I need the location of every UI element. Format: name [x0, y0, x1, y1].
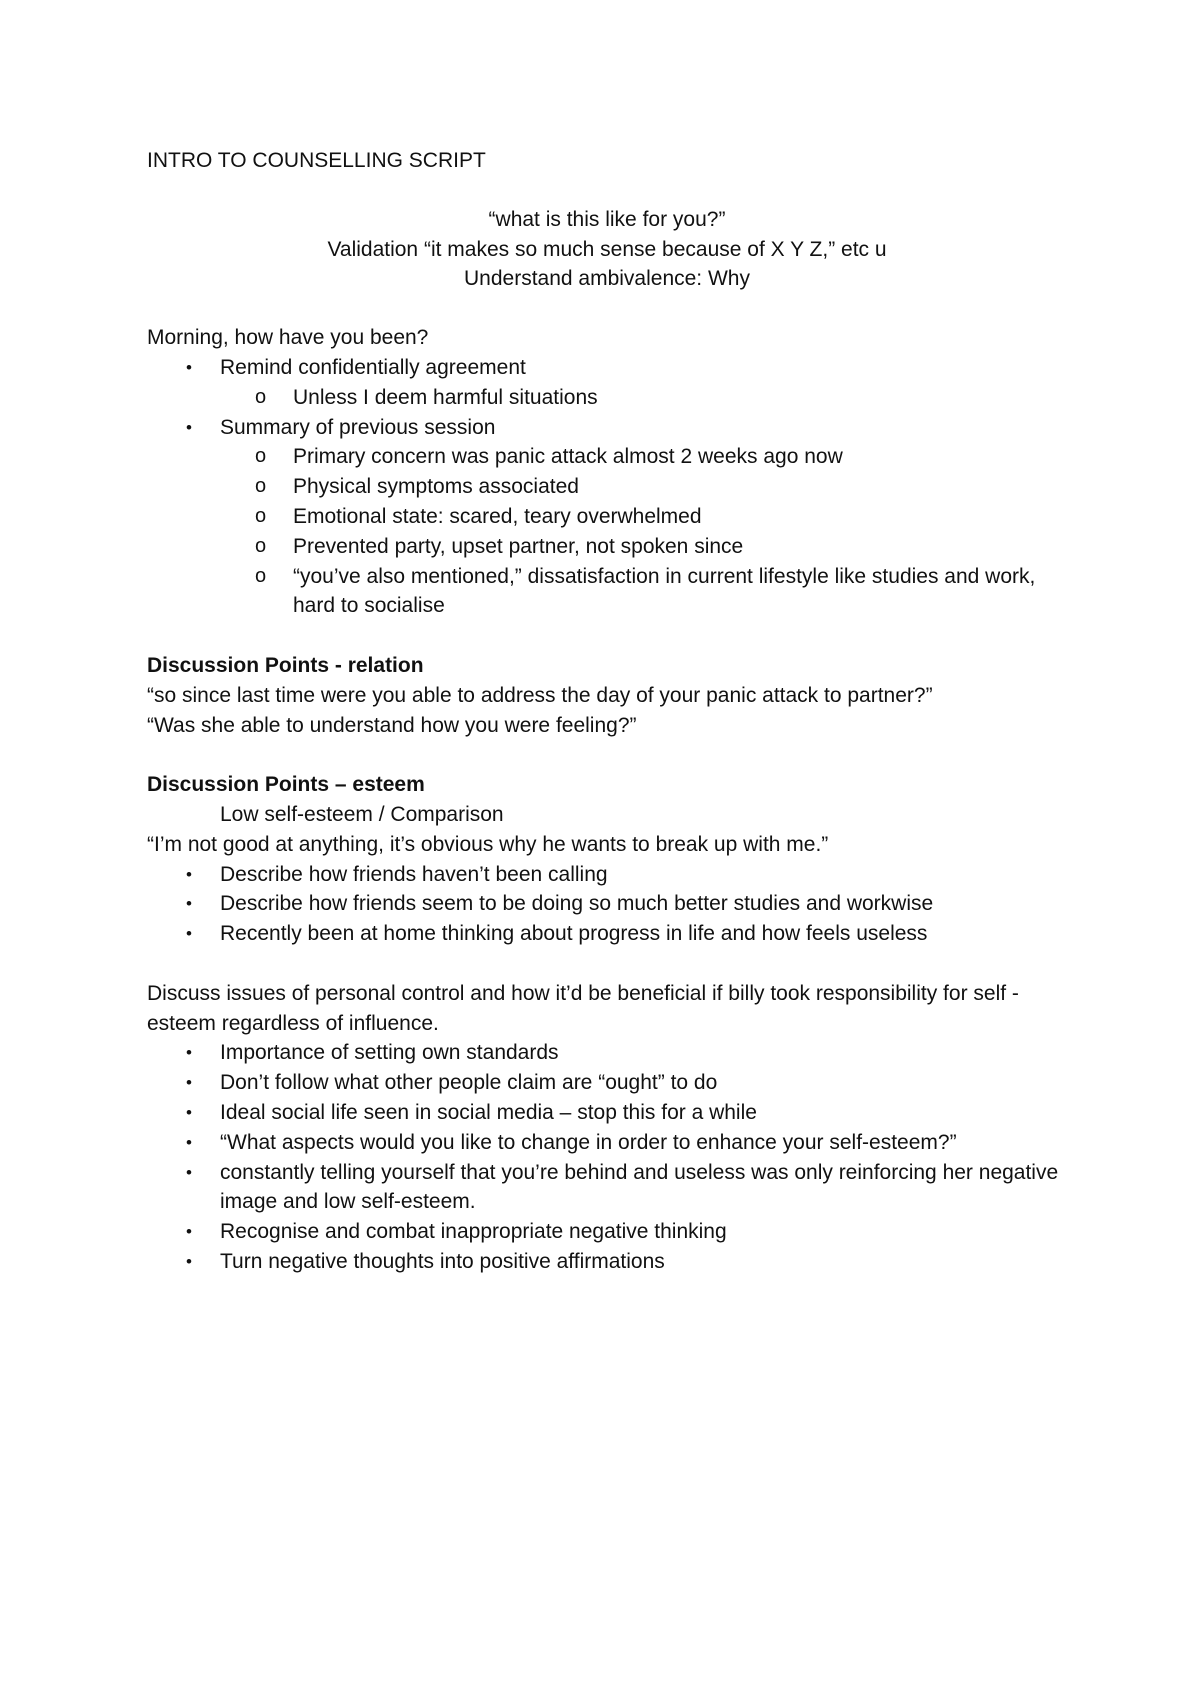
- bullet-icon: •: [186, 1251, 192, 1271]
- bullet-icon: •: [186, 924, 192, 944]
- relation-line: “Was she able to understand how you were feeling?”: [147, 713, 637, 737]
- list-item: • Remind confidentially agreement: [147, 353, 1067, 383]
- centered-prompts: [147, 205, 1067, 294]
- circle-bullet-icon: o: [255, 534, 267, 557]
- circle-bullet-icon: o: [255, 564, 267, 587]
- section-heading-relation: Discussion Points - relation: [147, 653, 424, 677]
- prompt-line: “what is this like for you?”: [488, 207, 726, 231]
- bullet-icon: •: [186, 417, 192, 437]
- sub-list-item: o Primary concern was panic attack almost 2 weeks ago now: [147, 442, 1067, 472]
- esteem-quote: “I’m not good at anything, it’s obvious why he wants to break up with me.”: [147, 832, 829, 856]
- list-item: • Recognise and combat inappropriate negative thinking: [147, 1217, 1067, 1247]
- sub-list-item: o Emotional state: scared, teary overwhelmed: [147, 502, 1067, 532]
- control-intro: Discuss issues of personal control and how it’d be beneficial if billy took responsibility for self -esteem regardless of influence.: [147, 981, 1019, 1035]
- list-item: • Don’t follow what other people claim are “ought” to do: [147, 1068, 1067, 1098]
- list-item: • Importance of setting own standards: [147, 1038, 1067, 1068]
- bullet-icon: •: [186, 357, 192, 377]
- bullet-icon: •: [186, 1073, 192, 1093]
- list-item: • “What aspects would you like to change in order to enhance your self-esteem?”: [147, 1128, 1067, 1158]
- circle-bullet-icon: o: [255, 475, 267, 498]
- list-item: • Turn negative thoughts into positive affirmations: [147, 1247, 1067, 1277]
- sub-list-item: o Prevented party, upset partner, not spoken since: [147, 532, 1067, 562]
- bullet-icon: •: [186, 1043, 192, 1063]
- sub-list-item: o “you’ve also mentioned,” dissatisfaction in current lifestyle like studies and work, hard to socialise: [147, 562, 1067, 622]
- bullet-icon: •: [186, 1102, 192, 1122]
- bullet-icon: •: [186, 864, 192, 884]
- bullet-icon: •: [186, 1132, 192, 1152]
- page-title: INTRO TO COUNSELLING SCRIPT: [147, 149, 486, 172]
- esteem-list: [147, 860, 1067, 949]
- list-item: • Summary of previous session: [147, 413, 1067, 443]
- circle-bullet-icon: o: [255, 504, 267, 527]
- opening-line: Morning, how have you been?: [147, 326, 429, 350]
- bullet-icon: •: [186, 894, 192, 914]
- list-item: • constantly telling yourself that you’re behind and useless was only reinforcing her negative image and low self-esteem.: [147, 1158, 1067, 1218]
- circle-bullet-icon: o: [255, 445, 267, 468]
- bullet-icon: •: [186, 1162, 192, 1182]
- control-list: [147, 1038, 1067, 1276]
- relation-line: “so since last time were you able to address the day of your panic attack to partner?”: [147, 683, 933, 707]
- prompt-line: Understand ambivalence: Why: [464, 267, 750, 291]
- section-heading-esteem: Discussion Points – esteem: [147, 773, 425, 797]
- list-item: • Describe how friends haven’t been calling: [147, 860, 1067, 890]
- sub-list-item: o Physical symptoms associated: [147, 472, 1067, 502]
- list-item: • Describe how friends seem to be doing so much better studies and workwise: [147, 889, 1067, 919]
- sub-list-item: o Unless I deem harmful situations: [147, 383, 1067, 413]
- opening-list: [147, 353, 1067, 621]
- list-item: • Ideal social life seen in social media – stop this for a while: [147, 1098, 1067, 1128]
- document-page: [147, 146, 1067, 1277]
- esteem-subheading: Low self-esteem / Comparison: [220, 802, 504, 826]
- circle-bullet-icon: o: [255, 385, 267, 408]
- list-item: • Recently been at home thinking about progress in life and how feels useless: [147, 919, 1067, 949]
- bullet-icon: •: [186, 1222, 192, 1242]
- prompt-line: Validation “it makes so much sense because of X Y Z,” etc u: [327, 237, 887, 261]
